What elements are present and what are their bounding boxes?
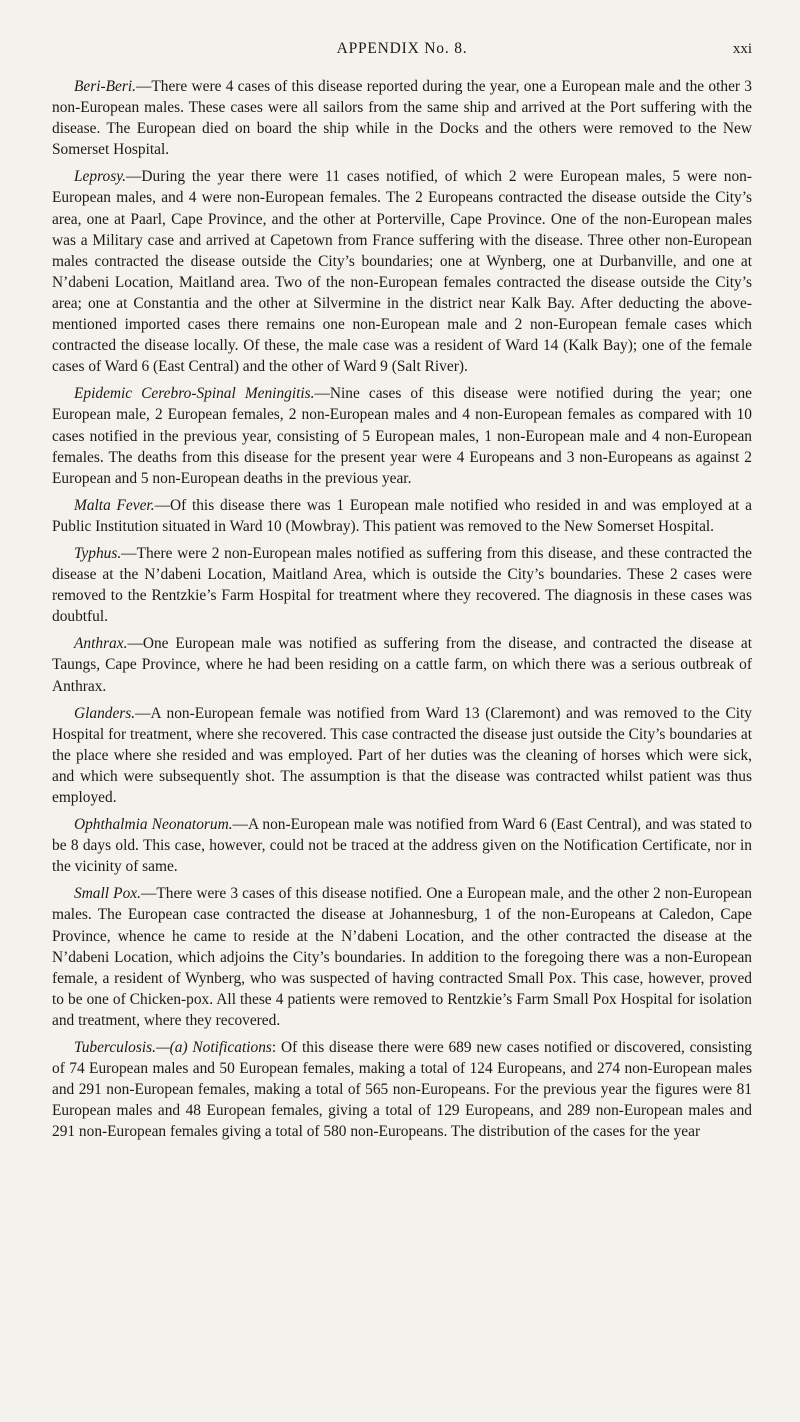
page-header — [52, 40, 752, 62]
paragraph-heading: Small Pox. — [74, 885, 141, 903]
paragraph-text: —A non-European female was notified from Ward 13 (Claremont) and was removed to the City Hospital for treatment, where she recovered. This case contracted the disease just outside the City’s boundaries at the place where she resided and was employed. Part of her duties was the cleaning of horses which were sick, and which were subsequently shot. The assumption is that the disease was contracted whilst patient was thus employed. — [52, 704, 752, 806]
paragraph-heading: Glanders. — [74, 704, 136, 722]
paragraph-glanders — [52, 703, 752, 808]
paragraph-meningitis — [52, 383, 752, 488]
page-number: xxi — [732, 41, 752, 57]
paragraph-heading: Anthrax. — [74, 635, 128, 653]
paragraph-anthrax — [52, 633, 752, 696]
paragraph-heading: Ophthalmia Neonatorum. — [74, 816, 233, 834]
paragraph-text: —A non-European male was notified from Ward 6 (East Central), and was stated to be 8 days old. This case, however, could not be traced at the address given on the Notification Certificate, nor in the vicinity of same. — [52, 816, 752, 876]
body-text — [52, 76, 752, 1149]
paragraph-typhus — [52, 543, 752, 627]
paragraph-malta-fever — [52, 495, 752, 537]
paragraph-heading: Malta Fever. — [74, 496, 155, 514]
paragraph-small-pox — [52, 883, 752, 1031]
paragraph-text: —Of this disease there was 1 European male notified who resided in and was employed at a Public Institution situated in Ward 10 (Mowbray). This patient was removed to the New Somerset Hospital. — [52, 496, 753, 535]
paragraph-tuberculosis — [52, 1037, 752, 1142]
paragraph-text: —During the year there were 11 cases notified, of which 2 were European males, 5 were non-European males, and 4 were non-European females. The 2 Europeans contracted the disease outside the City’s area, one at Paarl, Cape Province, and the other at Porterville, Cape Province. One of the non-European males was a Military case and arrived at Capetown from France suffering with the disease. Three other non-European males contracted the disease outside the City’s boundaries; one at Wynberg, one at Durbanville, and one at N’dabeni Location, Maitland area. Two of the non-European females contracted the disease outside the City’s area; one at Constantia and the other at Silvermine in the district near Kalk Bay. After deducting the above-mentioned imported cases there remains one non-European male and 2 non-European female cases which contracted the disease locally. Of these, the male case was a resident of Ward 14 (Kalk Bay); one of the female cases of Ward 6 (East Central) and the other of Ward 9 (Salt River). — [52, 168, 752, 376]
paragraph-text: : Of this disease there were 689 new cases notified or discovered, consisting of 74 European males and 50 European females, making a total of 124 Europeans, and 274 non-European males and 291 non-European females, making a total of 565 non-Europeans. For the previous year the figures were 81 European males and 48 European females, giving a total of 129 Europeans, and 289 non-European males and 291 non-European females giving a total of 580 non-Europeans. The distribution of the cases for the year — [52, 1039, 752, 1141]
paragraph-text: —Nine cases of this disease were notified during the year; one European male, 2 European females, 2 non-European males and 4 non-European females as compared with 10 cases notified in the previous year, consisting of 5 European males, 1 non-European male and 4 non-European females. The deaths from this disease for the present year were 4 Europeans and 3 non-Europeans as against 2 European and 5 non-European deaths in the previous year. — [52, 385, 753, 487]
paragraph-beri-beri — [52, 76, 752, 160]
paragraph-ophthalmia — [52, 814, 752, 877]
paragraph-heading: Epidemic Cerebro-Spinal Meningitis. — [74, 385, 315, 403]
paragraph-leprosy — [52, 166, 752, 377]
paragraph-text: —There were 2 non-European males notified as suffering from this disease, and these contracted the disease at the N’dabeni Location, Maitland Area, which is outside the City’s boundaries. These 2 cases were removed to the Rentzkie’s Farm Hospital for treatment where they recovered. The diagnosis in these cases was doubtful. — [52, 544, 752, 626]
paragraph-text: —There were 4 cases of this disease reported during the year, one a European male and the other 3 non-European males. These cases were all sailors from the same ship and arrived at the Port suffering with the disease. The European died on board the ship while in the Docks and the others were removed to the New Somerset Hospital. — [52, 78, 752, 159]
paragraph-heading: Beri-Beri. — [74, 78, 136, 95]
paragraph-heading: Leprosy. — [74, 168, 127, 186]
paragraph-heading: Tuberculosis.—(a) Notifications — [74, 1039, 272, 1057]
paragraph-text: —One European male was notified as suffering from the disease, and contracted the disease at Taungs, Cape Province, where he had been residing on a cattle farm, on which there was a serious outbreak of Anthrax. — [52, 635, 752, 695]
appendix-title: APPENDIX No. 8. — [336, 40, 468, 57]
paragraph-text: —There were 3 cases of this disease notified. One a European male, and the other 2 non-European males. The European case contracted the disease at Johannesburg, 1 of the non-Europeans at Caledon, Cape Province, whence he came to reside at the N’dabeni Location, and the other contracted the disease at the N’dabeni Location, which adjoins the City’s boundaries. In addition to the foregoing there was a non-European female, a resident of Wynberg, who was suspected of having contracted Small Pox. This case, however, proved to be one of Chicken-pox. All these 4 patients were removed to Rentzkie’s Farm Small Pox Hospital for isolation and treatment, where they recovered. — [52, 885, 752, 1029]
paragraph-heading: Typhus. — [74, 544, 122, 562]
